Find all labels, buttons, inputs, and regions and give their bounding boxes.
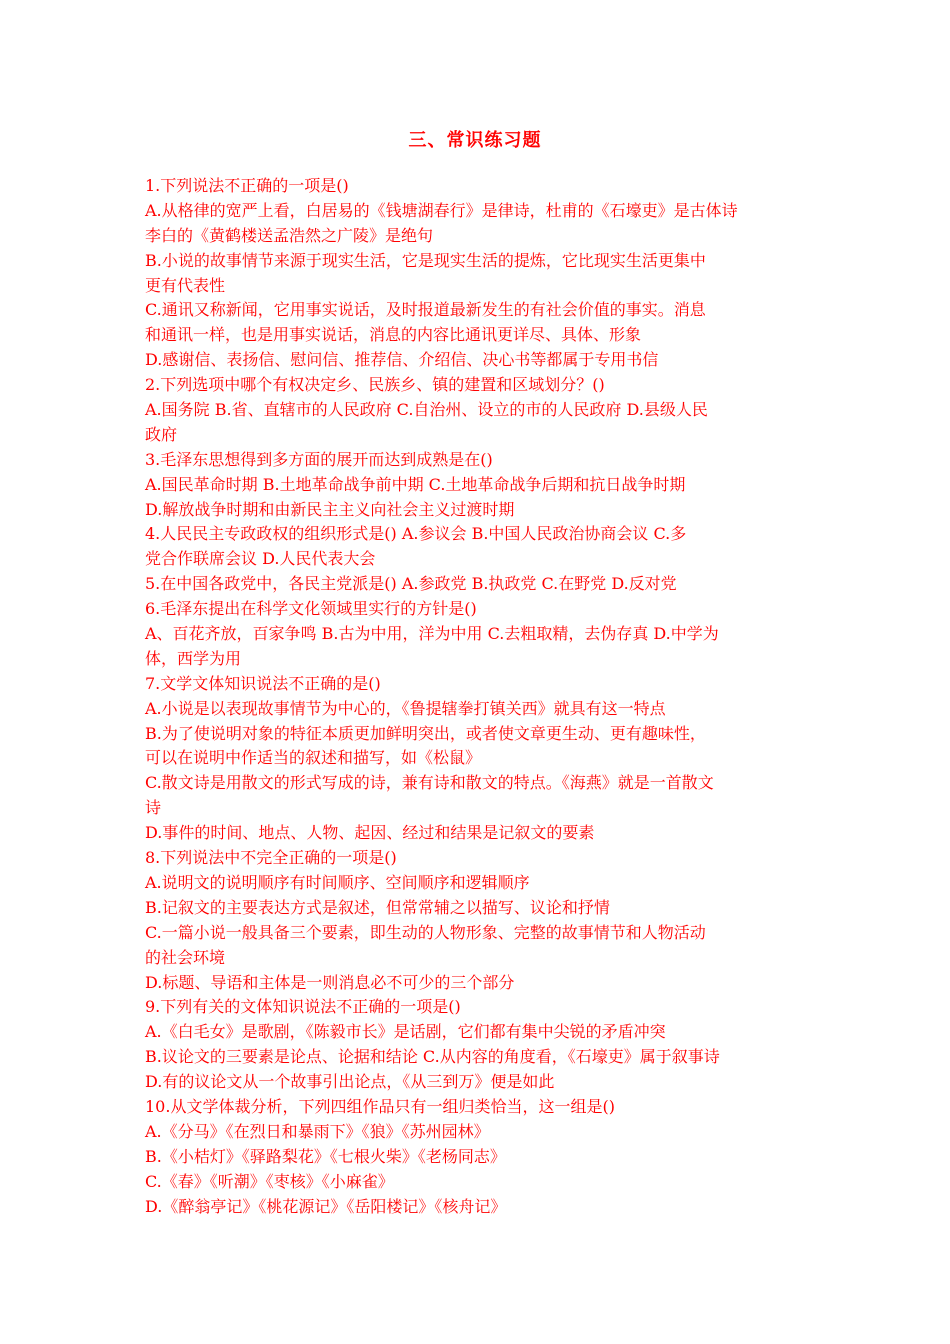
text-line: 可以在说明中作适当的叙述和描写，如《松鼠》 bbox=[145, 748, 482, 768]
text-line: 6.毛泽东提出在科学文化领域里实行的方针是() bbox=[145, 599, 477, 619]
text-line: 3.毛泽东思想得到多方面的展开而达到成熟是在() bbox=[145, 449, 493, 469]
question-body bbox=[145, 174, 810, 1219]
text-line: 更有代表性 bbox=[145, 275, 226, 295]
text-line: A.国民革命时期 B.土地革命战争前中期 C.土地革命战争后期和抗日战争时期 bbox=[145, 474, 686, 494]
text-line: 4.人民民主专政政权的组织形式是() A.参议会 B.中国人民政治协商会议 C.多 bbox=[145, 524, 687, 544]
text-line: 体，西学为用 bbox=[145, 648, 242, 668]
text-line: A.《白毛女》是歌剧，《陈毅市长》是话剧，它们都有集中尖锐的矛盾冲突 bbox=[145, 1022, 666, 1042]
text-line: 1.下列说法不正确的一项是() bbox=[145, 176, 349, 195]
text-line: D.《醉翁亭记》《桃花源记》《岳阳楼记》《核舟记》 bbox=[145, 1196, 507, 1216]
text-line: 诗 bbox=[145, 798, 162, 818]
text-line: 5.在中国各政党中，各民主党派是() A.参政党 B.执政党 C.在野党 D.反对党 bbox=[145, 574, 677, 594]
text-line: C.《春》《听潮》《枣核》《小麻雀》 bbox=[145, 1171, 394, 1191]
text-line: A.国务院 B.省、直辖市的人民政府 C.自治州、设立的市的人民政府 D.县级人民 bbox=[145, 400, 708, 420]
text-line: C.散文诗是用散文的形式写成的诗，兼有诗和散文的特点。《海燕》就是一首散文 bbox=[145, 773, 714, 793]
text-line: C.通讯又称新闻，它用事实说话，及时报道最新发生的有社会价值的事实。消息 bbox=[145, 300, 706, 320]
text-line: 10.从文学体裁分析，下列四组作品只有一组归类恰当，这一组是() bbox=[145, 1096, 615, 1116]
text-line: 李白的《黄鹤楼送孟浩然之广陵》是绝句 bbox=[145, 225, 434, 245]
text-line: D.标题、导语和主体是一则消息必不可少的三个部分 bbox=[145, 972, 515, 992]
text-line: 7.文学文体知识说法不正确的是() bbox=[145, 673, 381, 693]
text-line: A.说明文的说明顺序有时间顺序、空间顺序和逻辑顺序 bbox=[145, 872, 530, 892]
text-line: 党合作联席会议 D.人民代表大会 bbox=[145, 549, 376, 569]
text-line: B.为了使说明对象的特征本质更加鲜明突出，或者使文章更生动、更有趣味性， bbox=[145, 723, 706, 743]
text-line: 9.下列有关的文体知识说法不正确的一项是() bbox=[145, 997, 461, 1017]
text-line: 政府 bbox=[145, 424, 178, 444]
text-line: B.小说的故事情节来源于现实生活，它是现实生活的提炼，它比现实生活更集中 bbox=[145, 250, 706, 270]
text-line: A、百花齐放，百家争鸣 B.古为中用，洋为中用 C.去粗取精，去伪存真 D.中学为 bbox=[145, 624, 719, 644]
text-line: A.《分马》《在烈日和暴雨下》《狼》《苏州园林》 bbox=[145, 1121, 490, 1141]
text-line: B.议论文的三要素是论点、论据和结论 C.从内容的角度看，《石壕吏》属于叙事诗 bbox=[145, 1047, 720, 1067]
text-line: A.小说是以表现故事情节为中心的，《鲁提辖拳打镇关西》就具有这一特点 bbox=[145, 698, 666, 718]
text-line: 2.下列选项中哪个有权决定乡、民族乡、镇的建置和区域划分？() bbox=[145, 375, 605, 395]
text-line: 8.下列说法中不完全正确的一项是() bbox=[145, 848, 397, 868]
text-line: D.解放战争时期和由新民主主义向社会主义过渡时期 bbox=[145, 499, 515, 519]
text-line: D.有的议论文从一个故事引出论点，《从三到万》便是如此 bbox=[145, 1072, 555, 1092]
text-line: D.感谢信、表扬信、慰问信、推荐信、介绍信、决心书等都属于专用书信 bbox=[145, 350, 659, 370]
text-line: 的社会环境 bbox=[145, 947, 226, 967]
text-line: B.记叙文的主要表达方式是叙述，但常常辅之以描写、议论和抒情 bbox=[145, 897, 610, 917]
text-line: A.从格律的宽严上看，白居易的《钱塘湖春行》是律诗，杜甫的《石壕吏》是古体诗 bbox=[145, 200, 738, 220]
text-line: C.一篇小说一般具备三个要素，即生动的人物形象、完整的故事情节和人物活动 bbox=[145, 922, 706, 942]
text-line: B.《小桔灯》《驿路梨花》《七根火柴》《老杨同志》 bbox=[145, 1146, 506, 1166]
text-line: 和通讯一样，也是用事实说话，消息的内容比通讯更详尽、具体、形象 bbox=[145, 325, 642, 345]
text-line: D.事件的时间、地点、人物、起因、经过和结果是记叙文的要素 bbox=[145, 823, 595, 843]
page-title: 三、常识练习题 bbox=[408, 130, 542, 151]
